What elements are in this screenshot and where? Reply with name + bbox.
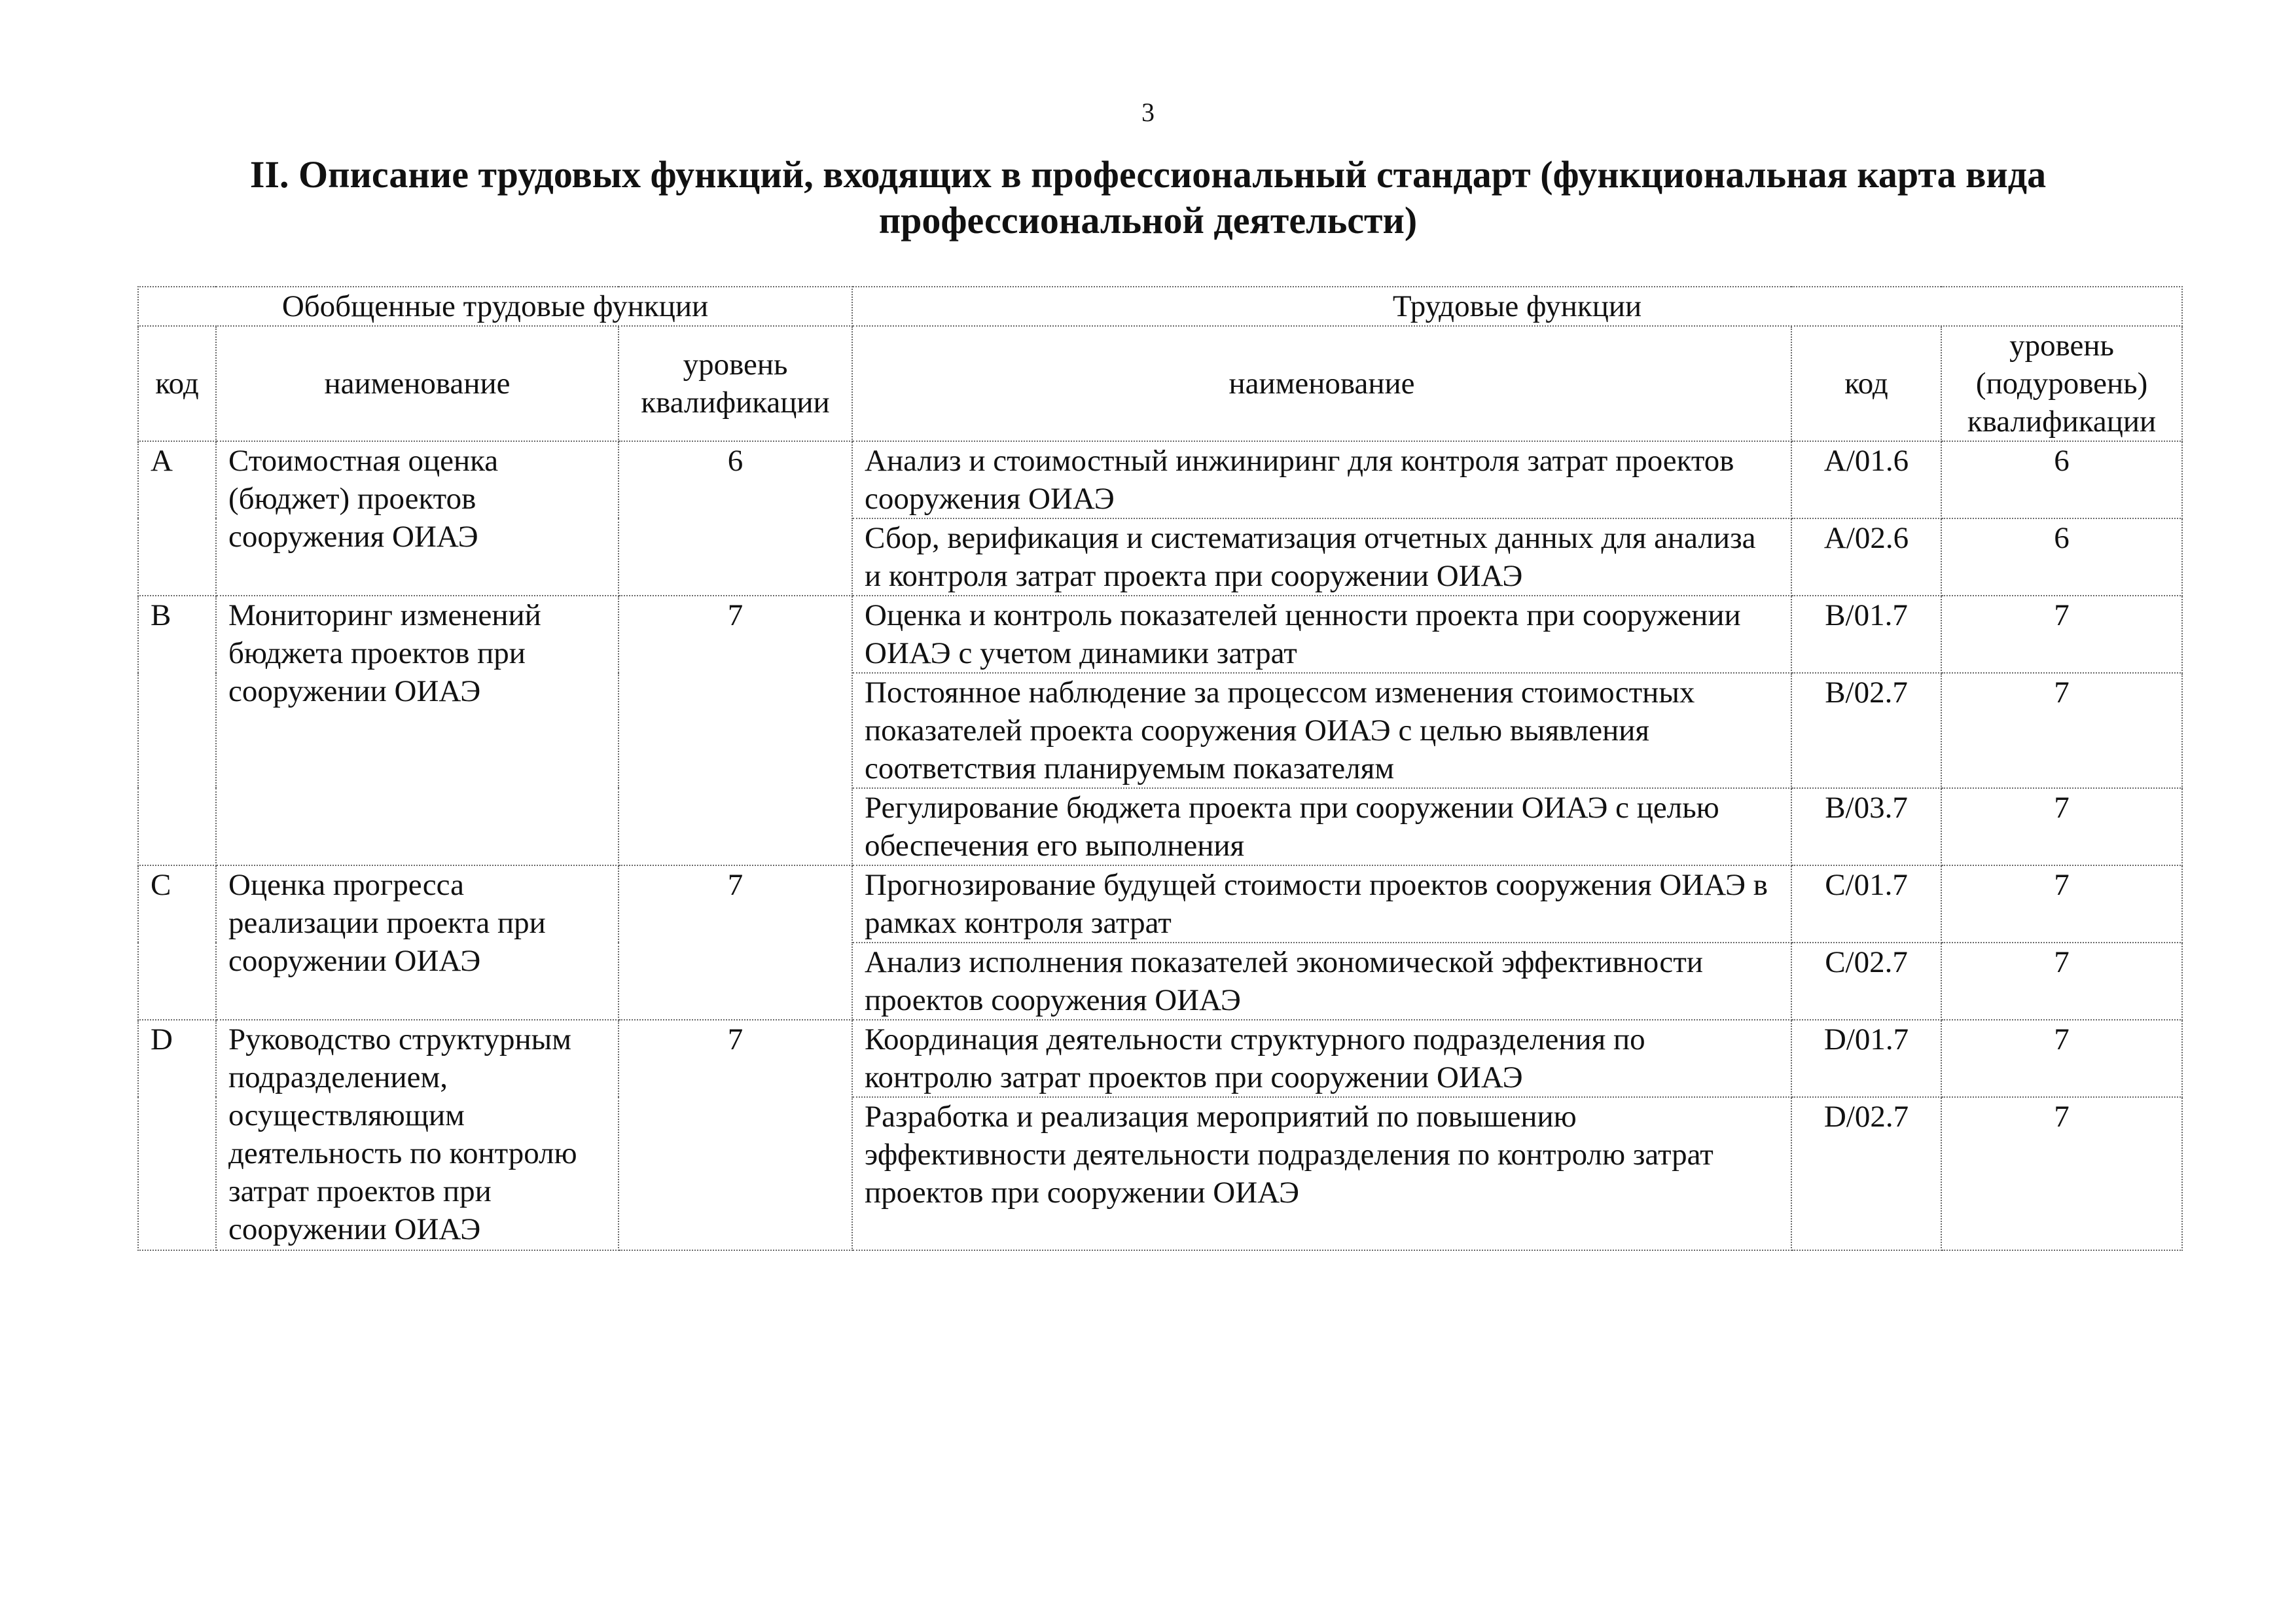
- labor-functions-header: Трудовые функции: [852, 287, 2182, 326]
- section-title: [196, 152, 2100, 244]
- functional-map-table: [137, 286, 2183, 1251]
- table-column-header-row: [138, 326, 2182, 441]
- tf-code-cell: C/01.7: [1791, 865, 1941, 943]
- tf-name-column-header: наименование: [852, 326, 1791, 441]
- tf-code-cell: A/01.6: [1791, 441, 1941, 518]
- tf-name-cell: Постоянное наблюдение за процессом изменения стоимостных показателей проекта сооружения ОИАЭ с целью выявления соответствия планируемым показателям: [852, 673, 1791, 788]
- tf-level-cell: 7: [1941, 596, 2182, 673]
- tf-code-cell: D/01.7: [1791, 1020, 1941, 1097]
- tf-code-cell: A/02.6: [1791, 518, 1941, 596]
- tf-level-cell: 7: [1941, 1020, 2182, 1097]
- gf-name-cell: Руководство структурным подразделением, осуществляющим деятельность по контролю затрат проектов при сооружении ОИАЭ: [216, 1020, 619, 1250]
- table-row: [138, 596, 2182, 673]
- tf-name-cell: Регулирование бюджета проекта при сооружении ОИАЭ с целью обеспечения его выполнения: [852, 788, 1791, 865]
- tf-name-cell: Оценка и контроль показателей ценности проекта при сооружении ОИАЭ с учетом динамики затрат: [852, 596, 1791, 673]
- gf-name-cell: Мониторинг изменений бюджета проектов при сооружении ОИАЭ: [216, 596, 619, 865]
- gf-name-column-header: наименование: [216, 326, 619, 441]
- section-title-line-1: II. Описание трудовых функций, входящих в профессиональный стандарт (функциональная карта вида: [249, 153, 2047, 196]
- tf-level-column-header: уровень (подуровень) квалификации: [1941, 326, 2182, 441]
- tf-level-cell: 6: [1941, 518, 2182, 596]
- tf-level-cell: 7: [1941, 673, 2182, 788]
- gf-code-cell: D: [138, 1020, 216, 1250]
- tf-code-cell: D/02.7: [1791, 1097, 1941, 1250]
- tf-level-cell: 7: [1941, 865, 2182, 943]
- gf-code-cell: C: [138, 865, 216, 1020]
- section-title-line-2: профессиональной деятельсти): [878, 199, 1418, 242]
- gf-level-column-header: уровень квалификации: [619, 326, 852, 441]
- tf-code-column-header: код: [1791, 326, 1941, 441]
- gf-level-cell: 7: [619, 1020, 852, 1250]
- gf-name-cell: Оценка прогресса реализации проекта при сооружении ОИАЭ: [216, 865, 619, 1020]
- table-row: [138, 1020, 2182, 1097]
- tf-code-cell: B/03.7: [1791, 788, 1941, 865]
- tf-name-cell: Сбор, верификация и систематизация отчетных данных для анализа и контроля затрат проекта при сооружении ОИАЭ: [852, 518, 1791, 596]
- gf-name-cell: Стоимостная оценка (бюджет) проектов сооружения ОИАЭ: [216, 441, 619, 596]
- table-row: [138, 865, 2182, 943]
- tf-name-cell: Прогнозирование будущей стоимости проектов сооружения ОИАЭ в рамках контроля затрат: [852, 865, 1791, 943]
- tf-name-cell: Анализ и стоимостный инжиниринг для контроля затрат проектов сооружения ОИАЭ: [852, 441, 1791, 518]
- gf-code-cell: B: [138, 596, 216, 865]
- gf-level-cell: 6: [619, 441, 852, 596]
- tf-level-cell: 7: [1941, 788, 2182, 865]
- gf-level-cell: 7: [619, 596, 852, 865]
- gf-level-cell: 7: [619, 865, 852, 1020]
- tf-code-cell: B/02.7: [1791, 673, 1941, 788]
- tf-code-cell: B/01.7: [1791, 596, 1941, 673]
- tf-level-cell: 6: [1941, 441, 2182, 518]
- tf-name-cell: Разработка и реализация мероприятий по повышению эффективности деятельности подразделения по контролю затрат проектов при сооружении ОИАЭ: [852, 1097, 1791, 1250]
- tf-level-cell: 7: [1941, 1097, 2182, 1250]
- gf-code-cell: A: [138, 441, 216, 596]
- tf-name-cell: Координация деятельности структурного подразделения по контролю затрат проектов при сооружении ОИАЭ: [852, 1020, 1791, 1097]
- tf-code-cell: C/02.7: [1791, 943, 1941, 1020]
- table-group-header-row: [138, 287, 2182, 326]
- page-number: 3: [1141, 98, 1155, 127]
- table-row: [138, 441, 2182, 518]
- tf-level-cell: 7: [1941, 943, 2182, 1020]
- generalized-functions-header: Обобщенные трудовые функции: [138, 287, 852, 326]
- tf-name-cell: Анализ исполнения показателей экономической эффективности проектов сооружения ОИАЭ: [852, 943, 1791, 1020]
- gf-code-column-header: код: [138, 326, 216, 441]
